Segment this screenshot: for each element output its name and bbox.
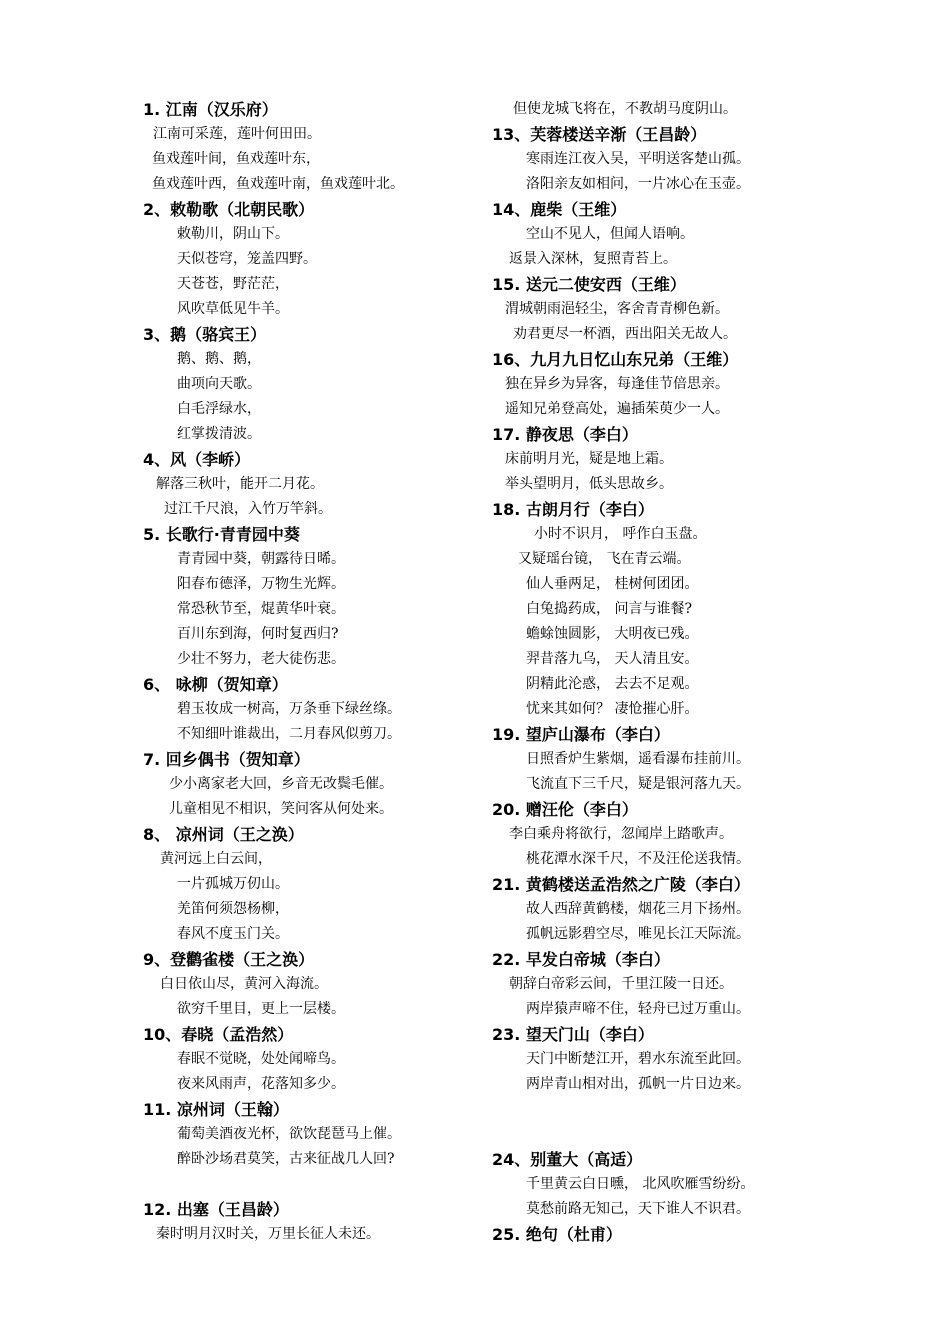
- poem-title: 13、芙蓉楼送辛渐（王昌龄）: [492, 125, 707, 144]
- poem-block: [143, 1022, 483, 1097]
- poem-title: 25. 绝句（杜甫）: [492, 1225, 622, 1244]
- poem-line: 日照香炉生紫烟，遥看瀑布挂前川。: [526, 751, 750, 767]
- poem-title: 7. 回乡偶书（贺知章）: [143, 750, 310, 769]
- poem-block: [492, 1222, 822, 1247]
- poem-line: 阴精此沦惑， 去去不足观。: [526, 676, 699, 692]
- poem-line: 黄河远上白云间，: [160, 851, 272, 867]
- poem-title: 1. 江南（汉乐府）: [143, 100, 278, 119]
- poem-line: 空山不见人，但闻人语响。: [526, 226, 694, 242]
- poem-block: [492, 722, 822, 797]
- poem-line: 小时不识月， 呼作白玉盘。: [534, 526, 707, 542]
- poem-line: 过江千尺浪，入竹万竿斜。: [164, 501, 332, 517]
- poem-block: [143, 1097, 483, 1172]
- poem-line: 醉卧沙场君莫笑，古来征战几人回?: [177, 1151, 395, 1167]
- poem-title: 17. 静夜思（李白）: [492, 425, 638, 444]
- poem-block: [143, 1197, 483, 1247]
- poem-block: [492, 872, 822, 947]
- poem-line: 莫愁前路无知己，天下谁人不识君。: [526, 1201, 750, 1217]
- poem-line: 欲穷千里目，更上一层楼。: [177, 1001, 345, 1017]
- poem-title: 4、风（李峤）: [143, 450, 251, 469]
- poem-line: 白毛浮绿水，: [177, 401, 261, 417]
- poem-line: 两岸青山相对出，孤帆一片日边来。: [526, 1076, 750, 1092]
- poem-block: [143, 97, 483, 197]
- poem-title: 16、九月九日忆山东兄弟（王维）: [492, 350, 739, 369]
- poem-line: 红掌拨清波。: [177, 426, 261, 442]
- poem-block: [143, 747, 483, 822]
- spacer: [492, 1097, 822, 1147]
- poem-title: 14、鹿柴（王维）: [492, 200, 627, 219]
- poem-line: 少壮不努力，老大徒伤悲。: [177, 651, 345, 667]
- poem-line: 李白乘舟将欲行，忽闻岸上踏歌声。: [509, 826, 733, 842]
- poem-block: [492, 272, 822, 347]
- poem-line: 天似苍穹，笼盖四野。: [177, 251, 317, 267]
- poem-line: 白兔捣药成， 问言与谁餐?: [526, 601, 692, 617]
- poem-title: 10、春晓（孟浩然）: [143, 1025, 294, 1044]
- poem-title: 19. 望庐山瀑布（李白）: [492, 725, 670, 744]
- poem-line: 一片孤城万仞山。: [177, 876, 289, 892]
- poem-line: 举头望明月，低头思故乡。: [505, 476, 673, 492]
- poem-block: [143, 197, 483, 322]
- poem-block: [143, 672, 483, 747]
- poem-line: 羿昔落九乌， 天人清且安。: [526, 651, 699, 667]
- poem-line: 风吹草低见牛羊。: [177, 301, 289, 317]
- poem-line: 桃花潭水深千尺，不及汪伦送我情。: [526, 851, 750, 867]
- poem-line: 仙人垂两足， 桂树何团团。: [526, 576, 699, 592]
- poem-title: 20. 赠汪伦（李白）: [492, 800, 638, 819]
- poem-line: 春风不度玉门关。: [177, 926, 289, 942]
- poem-title: 9、登鹳雀楼（王之涣）: [143, 950, 315, 969]
- poem-block: [143, 322, 483, 447]
- poem-title: 12. 出塞（王昌龄）: [143, 1200, 289, 1219]
- poem-line: 返景入深林，复照青苔上。: [509, 251, 677, 267]
- poem-line: 鱼戏莲叶西，鱼戏莲叶南，鱼戏莲叶北。: [152, 176, 404, 192]
- poem-block: [492, 1022, 822, 1097]
- poem-line: 天苍苍，野茫茫，: [177, 276, 289, 292]
- poem-line: 床前明月光，疑是地上霜。: [505, 451, 673, 467]
- poem-line: 阳春布德泽，万物生光辉。: [177, 576, 345, 592]
- poem-line: 寒雨连江夜入吴，平明送客楚山孤。: [526, 151, 750, 167]
- poem-line: 葡萄美酒夜光杯，欲饮琵琶马上催。: [177, 1126, 401, 1142]
- poem-block: [492, 797, 822, 872]
- poem-block: [492, 497, 822, 722]
- poem-line: 不知细叶谁裁出，二月春风似剪刀。: [177, 726, 401, 742]
- poem-line: 千里黄云白日曛， 北风吹雁雪纷纷。: [526, 1176, 755, 1192]
- poem-title: 6、 咏柳（贺知章）: [143, 675, 288, 694]
- poem-line: 故人西辞黄鹤楼，烟花三月下扬州。: [526, 901, 750, 917]
- poem-block: [492, 947, 822, 1022]
- spacer: [143, 1172, 483, 1197]
- poem-line: 孤帆远影碧空尽，唯见长江天际流。: [526, 926, 750, 942]
- poem-title: 3、鹅（骆宾王）: [143, 325, 267, 344]
- poem-line: 但使龙城飞将在，不教胡马度阴山。: [513, 101, 737, 117]
- poem-title: 11. 凉州词（王翰）: [143, 1100, 289, 1119]
- poem-title: 22. 早发白帝城（李白）: [492, 950, 670, 969]
- poem-line: 春眠不觉晓，处处闻啼鸟。: [177, 1051, 345, 1067]
- poem-line: 夜来风雨声，花落知多少。: [177, 1076, 345, 1092]
- poem-title: 24、别董大（高适）: [492, 1150, 643, 1169]
- poem-block: [492, 347, 822, 422]
- poem-line: 敕勒川，阴山下。: [177, 226, 289, 242]
- poem-line: 朝辞白帝彩云间，千里江陵一日还。: [509, 976, 733, 992]
- poem-title: 5. 长歌行·青青园中葵: [143, 525, 300, 544]
- poem-block: [143, 947, 483, 1022]
- poem-line: 蟾蜍蚀圆影， 大明夜已残。: [526, 626, 699, 642]
- poem-line: 劝君更尽一杯酒，西出阳关无故人。: [513, 326, 737, 342]
- poem-line: 白日依山尽，黄河入海流。: [160, 976, 328, 992]
- poem-line: 遥知兄弟登高处，遍插茱萸少一人。: [505, 401, 729, 417]
- poem-line: 鱼戏莲叶间，鱼戏莲叶东，: [152, 151, 320, 167]
- poem-block: [143, 522, 483, 672]
- poem-line: 飞流直下三千尺，疑是银河落九天。: [526, 776, 750, 792]
- poem-block: [492, 122, 822, 197]
- poem-block: [143, 447, 483, 522]
- poem-title: 21. 黄鹤楼送孟浩然之广陵（李白）: [492, 875, 750, 894]
- poem-line: 洛阳亲友如相问，一片冰心在玉壶。: [526, 176, 750, 192]
- poem-line: 曲项向天歌。: [177, 376, 261, 392]
- poem-line: 鹅、鹅、鹅，: [177, 351, 261, 367]
- poem-line: 又疑瑶台镜， 飞在青云端。: [518, 551, 691, 567]
- poem-line: 羌笛何须怨杨柳，: [177, 901, 289, 917]
- poem-line: 江南可采莲，莲叶何田田。: [153, 126, 321, 142]
- poem-line: 解落三秋叶，能开二月花。: [156, 476, 324, 492]
- poem-title: 23. 望天门山（李白）: [492, 1025, 654, 1044]
- left-column: [143, 97, 483, 1247]
- poem-line: 独在异乡为异客，每逢佳节倍思亲。: [505, 376, 729, 392]
- poem-title: 8、 凉州词（王之涣）: [143, 825, 304, 844]
- poem-line: 儿童相见不相识，笑问客从何处来。: [169, 801, 393, 817]
- poem-line: 青青园中葵，朝露待日晞。: [177, 551, 345, 567]
- poem-block: [143, 822, 483, 947]
- poem-block: [492, 97, 822, 122]
- poem-block: [492, 422, 822, 497]
- poem-line: 天门中断楚江开，碧水东流至此回。: [526, 1051, 750, 1067]
- poem-title: 18. 古朗月行（李白）: [492, 500, 654, 519]
- poem-title: 15. 送元二使安西（王维）: [492, 275, 686, 294]
- poem-line: 渭城朝雨浥轻尘，客舍青青柳色新。: [505, 301, 729, 317]
- poem-line: 秦时明月汉时关，万里长征人未还。: [156, 1226, 380, 1242]
- poem-title: 2、敕勒歌（北朝民歌）: [143, 200, 315, 219]
- poem-line: 百川东到海，何时复西归?: [177, 626, 339, 642]
- poem-line: 忧来其如何？ 凄怆摧心肝。: [526, 701, 699, 717]
- poem-line: 常恐秋节至，焜黄华叶衰。: [177, 601, 345, 617]
- right-column: [492, 97, 822, 1247]
- poem-block: [492, 1147, 822, 1222]
- poem-line: 碧玉妆成一树高，万条垂下绿丝绦。: [177, 701, 401, 717]
- poem-block: [492, 197, 822, 272]
- poem-line: 少小离家老大回，乡音无改鬓毛催。: [169, 776, 393, 792]
- poem-line: 两岸猿声啼不住，轻舟已过万重山。: [526, 1001, 750, 1017]
